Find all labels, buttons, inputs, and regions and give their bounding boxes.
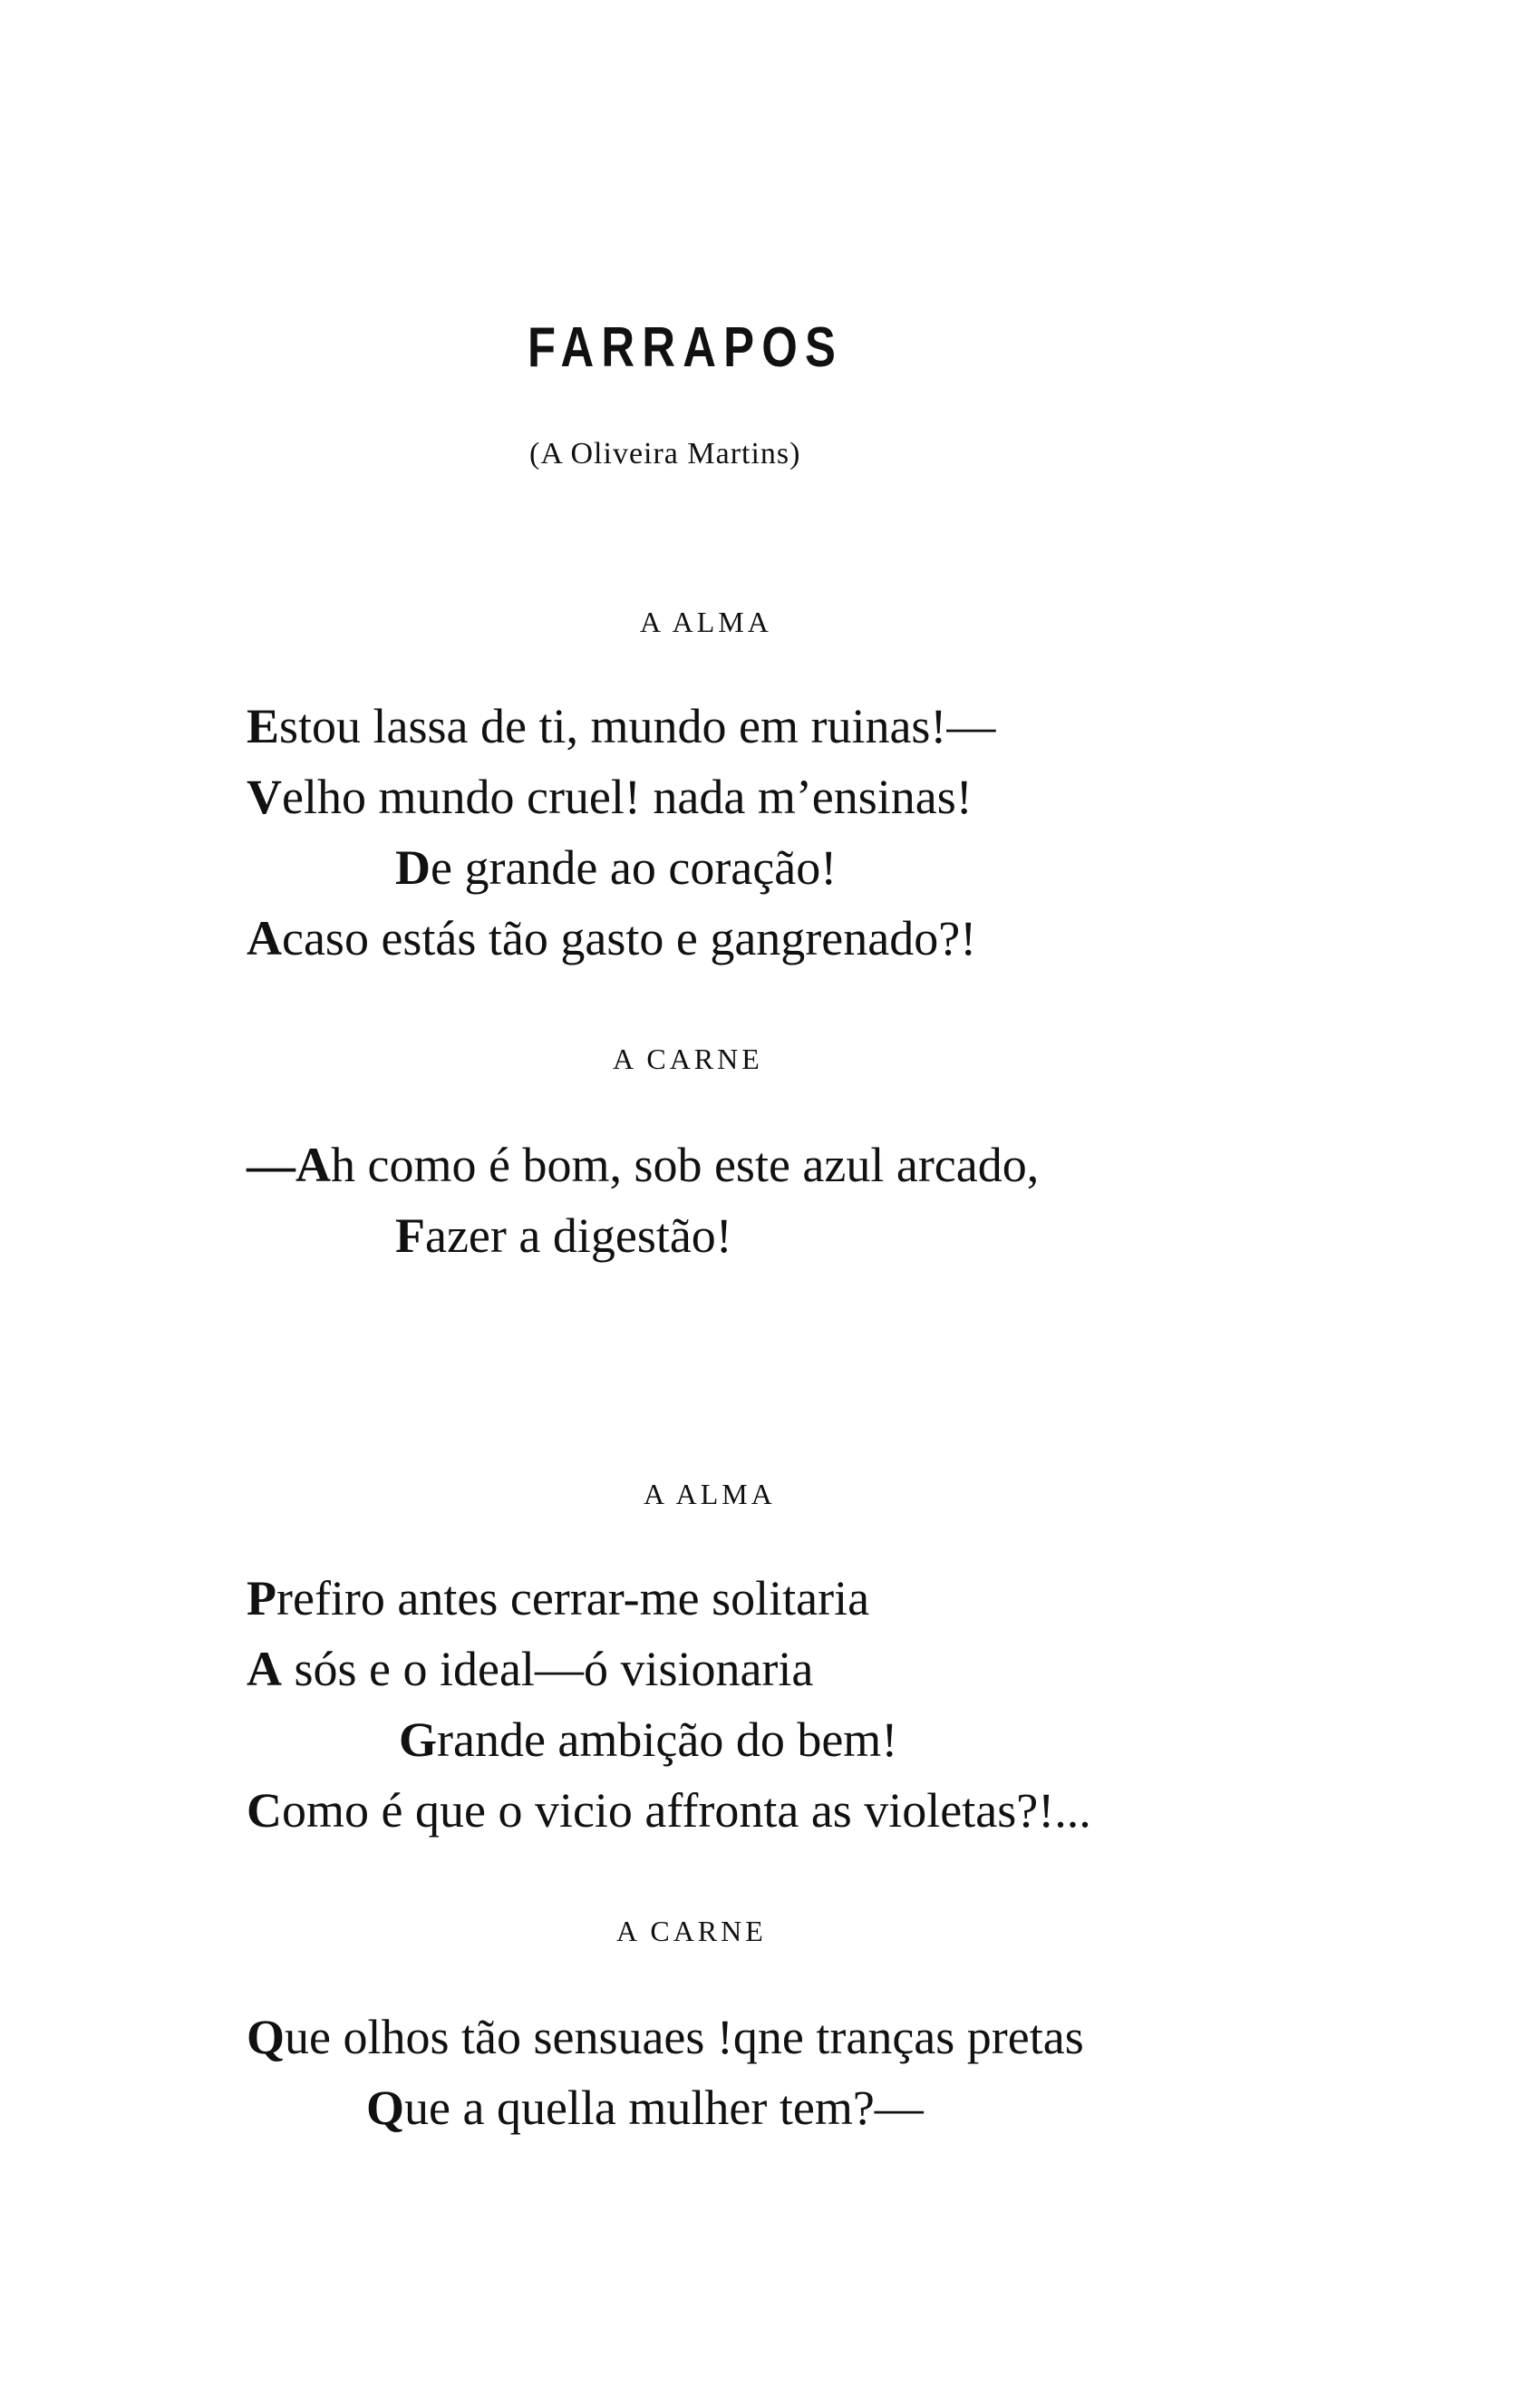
verse-line: Estou lassa de ti, mundo em ruinas!—: [247, 699, 996, 753]
verse-line: —Ah como é bom, sob este azul arcado,: [247, 1138, 1040, 1192]
verse-line: Velho mundo cruel! nada m’ensinas!: [247, 770, 973, 824]
speaker-label: A CARNE: [613, 1043, 763, 1075]
verse-line: Que olhos tão sensuaes !qne tranças pretas: [247, 2010, 1084, 2064]
poem-title: FARRAPOS: [528, 316, 844, 379]
dedication: (A Oliveira Martins): [529, 437, 801, 470]
speaker-label: A ALMA: [644, 1478, 776, 1510]
verse-line: Prefiro antes cerrar-me solitaria: [247, 1571, 870, 1625]
verse-line: A sós e o ideal—ó visionaria: [247, 1642, 814, 1696]
verse-line: Que a quella mulher tem?—: [366, 2081, 924, 2135]
verse-line: Como é que o vicio affronta as violetas?!...: [247, 1783, 1091, 1838]
verse-line: Grande ambição do bem!: [399, 1712, 898, 1767]
speaker-label: A CARNE: [616, 1915, 767, 1947]
verse-line: De grande ao coração!: [395, 840, 838, 895]
speaker-label: A ALMA: [640, 606, 772, 638]
verse-line: Fazer a digestão!: [395, 1208, 732, 1263]
verse-line: Acaso estás tão gasto e gangrenado?!: [247, 911, 977, 965]
